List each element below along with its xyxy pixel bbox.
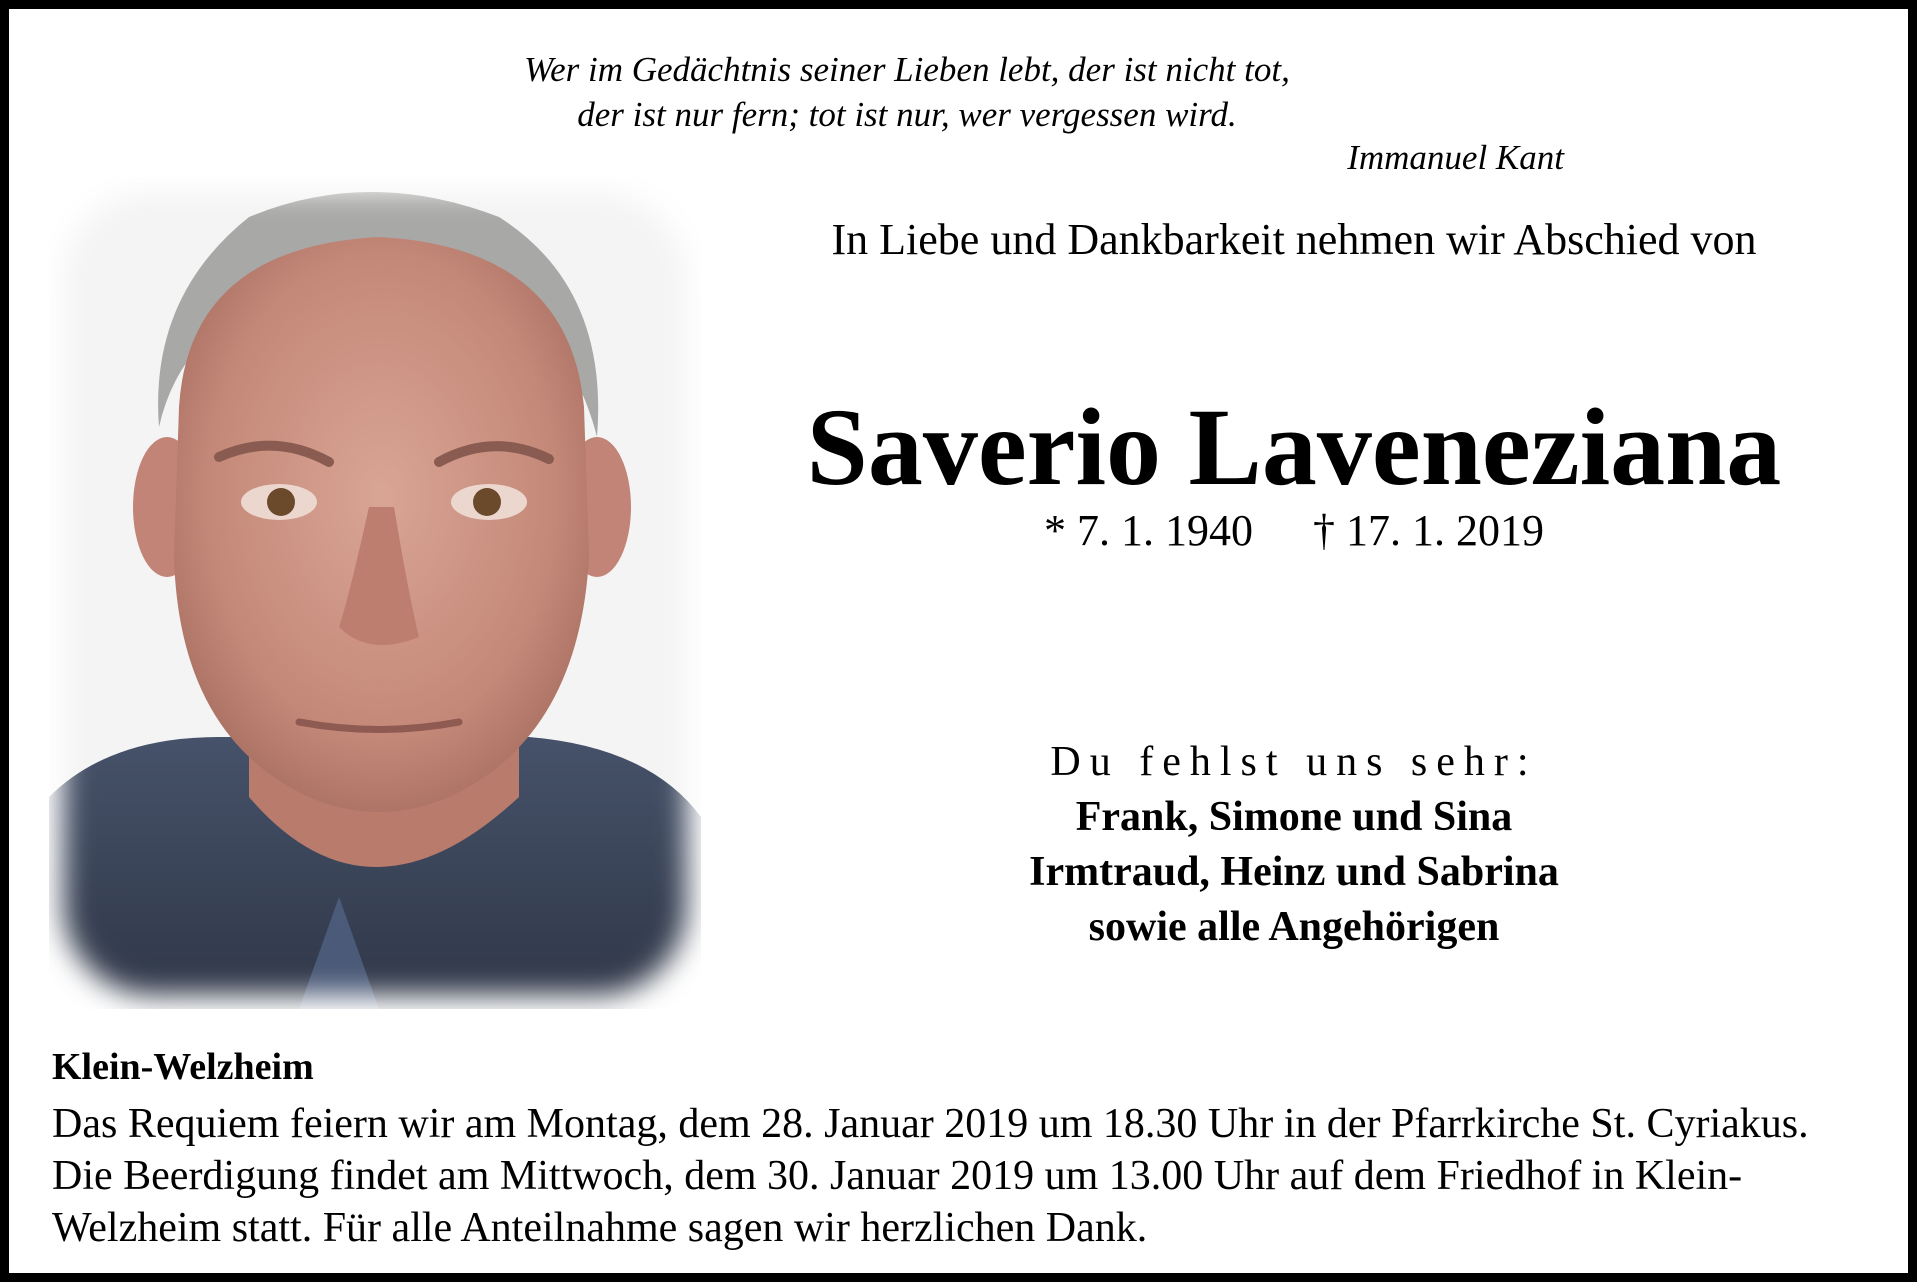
death-date: † 17. 1. 2019 [1313, 506, 1544, 555]
life-dates [729, 503, 1859, 559]
mourner-line: Frank, Simone und Sina [1075, 794, 1513, 840]
service-text-line: Welzheim statt. Für alle Anteilnahme sagen wir herzlichen Dank. [52, 1205, 1148, 1251]
birth-date: * 7. 1. 1940 [1044, 506, 1253, 555]
quote-line-1: Wer im Gedächtnis seiner Lieben lebt, der ist nicht tot, [524, 50, 1290, 89]
portrait-photo [49, 177, 701, 1009]
quote-author: Immanuel Kant [1347, 138, 1564, 177]
mourner-line: sowie alle Angehörigen [1088, 904, 1500, 950]
location-heading: Klein-Welzheim [52, 1046, 314, 1088]
farewell-intro: In Liebe und Dankbarkeit nehmen wir Abschied von [831, 215, 1757, 264]
mourner-line: Irmtraud, Heinz und Sabrina [1029, 849, 1559, 895]
service-text-line: Die Beerdigung findet am Mittwoch, dem 30. Januar 2019 um 13.00 Uhr auf dem Friedhof in Klein- [52, 1153, 1743, 1199]
mourners-heading: Du fehlst uns sehr: [1050, 739, 1538, 785]
quote-line-2: der ist nur fern; tot ist nur, wer vergessen wird. [577, 95, 1237, 134]
deceased-name: Saverio Laveneziana [806, 386, 1782, 508]
service-text-line: Das Requiem feiern wir am Montag, dem 28. Januar 2019 um 18.30 Uhr in der Pfarrkirche St. Cyriakus. [52, 1101, 1809, 1147]
